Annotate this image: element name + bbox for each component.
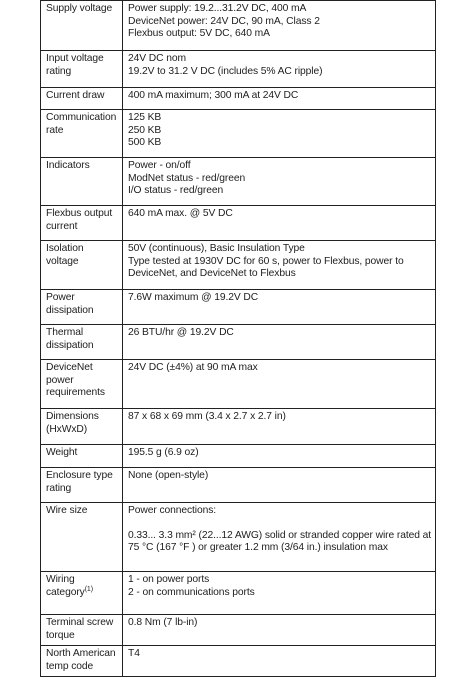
- spec-value-cell: [123, 572, 436, 615]
- spec-label: Indicators: [46, 160, 90, 171]
- table-row: [41, 110, 436, 158]
- spec-label: Enclosure type rating: [46, 470, 113, 494]
- spec-value-line: 24V DC (±4%) at 90 mA max: [128, 362, 258, 373]
- spec-value-cell: [123, 615, 436, 646]
- table-row: [41, 503, 436, 572]
- spec-value-line: Type tested at 1930V DC for 60 s, power to Flexbus, power to DeviceNet, and DeviceNet to Flexbus: [128, 255, 404, 279]
- spec-value-line: 87 x 68 x 69 mm (3.4 x 2.7 x 2.7 in): [128, 411, 286, 422]
- spec-value-line: I/O status - red/green: [128, 185, 224, 196]
- spec-value-line: ModNet status - red/green: [128, 172, 246, 184]
- spec-value-cell: [123, 158, 436, 206]
- spec-value-line: DeviceNet power: 24V DC, 90 mA, Class 2: [128, 15, 320, 27]
- spec-value-cell: [123, 360, 436, 409]
- spec-label: North American temp code: [46, 648, 116, 672]
- table-row: [41, 51, 436, 88]
- spec-label-cell: [41, 503, 123, 572]
- table-row: [41, 325, 436, 360]
- spec-label-cell: [41, 206, 123, 241]
- spec-value-cell: [123, 110, 436, 158]
- table-row: [41, 158, 436, 206]
- table-row: [41, 206, 436, 241]
- spec-label-cell: [41, 158, 123, 206]
- spec-value-cell: [123, 646, 436, 677]
- table-row: [41, 1, 436, 51]
- spec-label: Dimensions (HxWxD): [46, 411, 99, 435]
- spec-value-line: 24V DC nom: [128, 53, 186, 64]
- spec-label: Wire size: [46, 505, 88, 516]
- spec-label: Power dissipation: [46, 292, 94, 316]
- spec-value-cell: [123, 468, 436, 503]
- spec-value-cell: [123, 409, 436, 445]
- spec-label: Supply voltage: [46, 3, 113, 14]
- spec-value-line: 7.6W maximum @ 19.2V DC: [128, 292, 259, 303]
- table-row: [41, 468, 436, 503]
- spec-value-line: 2 - on communications ports: [128, 586, 255, 598]
- spec-value-line: 640 mA max. @ 5V DC: [128, 208, 233, 219]
- spec-value-cell: [123, 241, 436, 290]
- footnote-marker: (1): [84, 585, 93, 593]
- spec-value-line: T4: [128, 648, 140, 659]
- spec-label-cell: [41, 445, 123, 468]
- spec-value-line: None (open-style): [128, 470, 209, 481]
- spec-value-cell: [123, 290, 436, 325]
- paragraph-gap: [128, 518, 431, 530]
- spec-label: Isolation voltage: [46, 243, 84, 267]
- spec-value-cell: [123, 1, 436, 51]
- spec-label: Communication rate: [46, 112, 117, 136]
- spec-label-cell: [41, 325, 123, 360]
- spec-value-cell: [123, 51, 436, 88]
- spec-value-cell: [123, 325, 436, 360]
- spec-value-line: 50V (continuous), Basic Insulation Type: [128, 243, 305, 254]
- table-row: [41, 445, 436, 468]
- spec-value-line: 195.5 g (6.9 oz): [128, 447, 199, 458]
- spec-label-cell: [41, 360, 123, 409]
- spec-label-cell: [41, 572, 123, 615]
- spec-label-cell: [41, 241, 123, 290]
- spec-value-line: Power supply: 19.2...31.2V DC, 400 mA: [128, 3, 307, 14]
- spec-value-line: 0.33... 3.3 mm² (22...12 AWG) solid or stranded copper wire rated at 75 °C (167 °F ) or greater 1.2 mm (3/64 in.) insulation max: [128, 529, 432, 553]
- spec-value-line: 500 KB: [128, 137, 162, 148]
- spec-value-cell: [123, 445, 436, 468]
- spec-value-line: Flexbus output: 5V DC, 640 mA: [128, 28, 270, 39]
- spec-table-body: [41, 1, 436, 677]
- spec-label: Input voltage rating: [46, 53, 104, 77]
- spec-value-cell: [123, 503, 436, 572]
- spec-label-cell: [41, 88, 123, 110]
- spec-label: Weight: [46, 447, 78, 458]
- spec-label-cell: [41, 290, 123, 325]
- spec-label: Flexbus output current: [46, 208, 113, 232]
- spec-label: Terminal screw torque: [46, 617, 114, 641]
- spec-label-cell: [41, 51, 123, 88]
- spec-label-cell: [41, 409, 123, 445]
- table-row: [41, 360, 436, 409]
- table-row: [41, 615, 436, 646]
- spec-value-line: 0.8 Nm (7 lb-in): [128, 617, 198, 628]
- spec-label-cell: [41, 615, 123, 646]
- spec-label: Current draw: [46, 90, 105, 101]
- spec-label-cell: [41, 1, 123, 51]
- spec-value-line: 125 KB: [128, 112, 162, 123]
- spec-value-line: 26 BTU/hr @ 19.2V DC: [128, 327, 234, 338]
- spec-label: Thermal dissipation: [46, 327, 94, 351]
- table-row: [41, 572, 436, 615]
- table-row: [41, 646, 436, 677]
- spec-label: DeviceNet power requirements: [46, 362, 105, 398]
- spec-label: Wiring category: [46, 574, 85, 598]
- table-row: [41, 290, 436, 325]
- spec-label-cell: [41, 110, 123, 158]
- spec-value-line: Power - on/off: [128, 160, 191, 171]
- spec-value-line: 19.2V to 31.2 V DC (includes 5% AC ripple): [128, 65, 323, 77]
- spec-label-cell: [41, 646, 123, 677]
- spec-table: [40, 0, 436, 677]
- spec-label-cell: [41, 468, 123, 503]
- spec-value-line: Power connections:: [128, 505, 217, 516]
- spec-value-line: 1 - on power ports: [128, 574, 210, 585]
- spec-value-line: 400 mA maximum; 300 mA at 24V DC: [128, 90, 299, 101]
- spec-value-cell: [123, 206, 436, 241]
- spec-value-line: 250 KB: [128, 124, 162, 136]
- spec-value-cell: [123, 88, 436, 110]
- table-row: [41, 88, 436, 110]
- table-row: [41, 409, 436, 445]
- table-row: [41, 241, 436, 290]
